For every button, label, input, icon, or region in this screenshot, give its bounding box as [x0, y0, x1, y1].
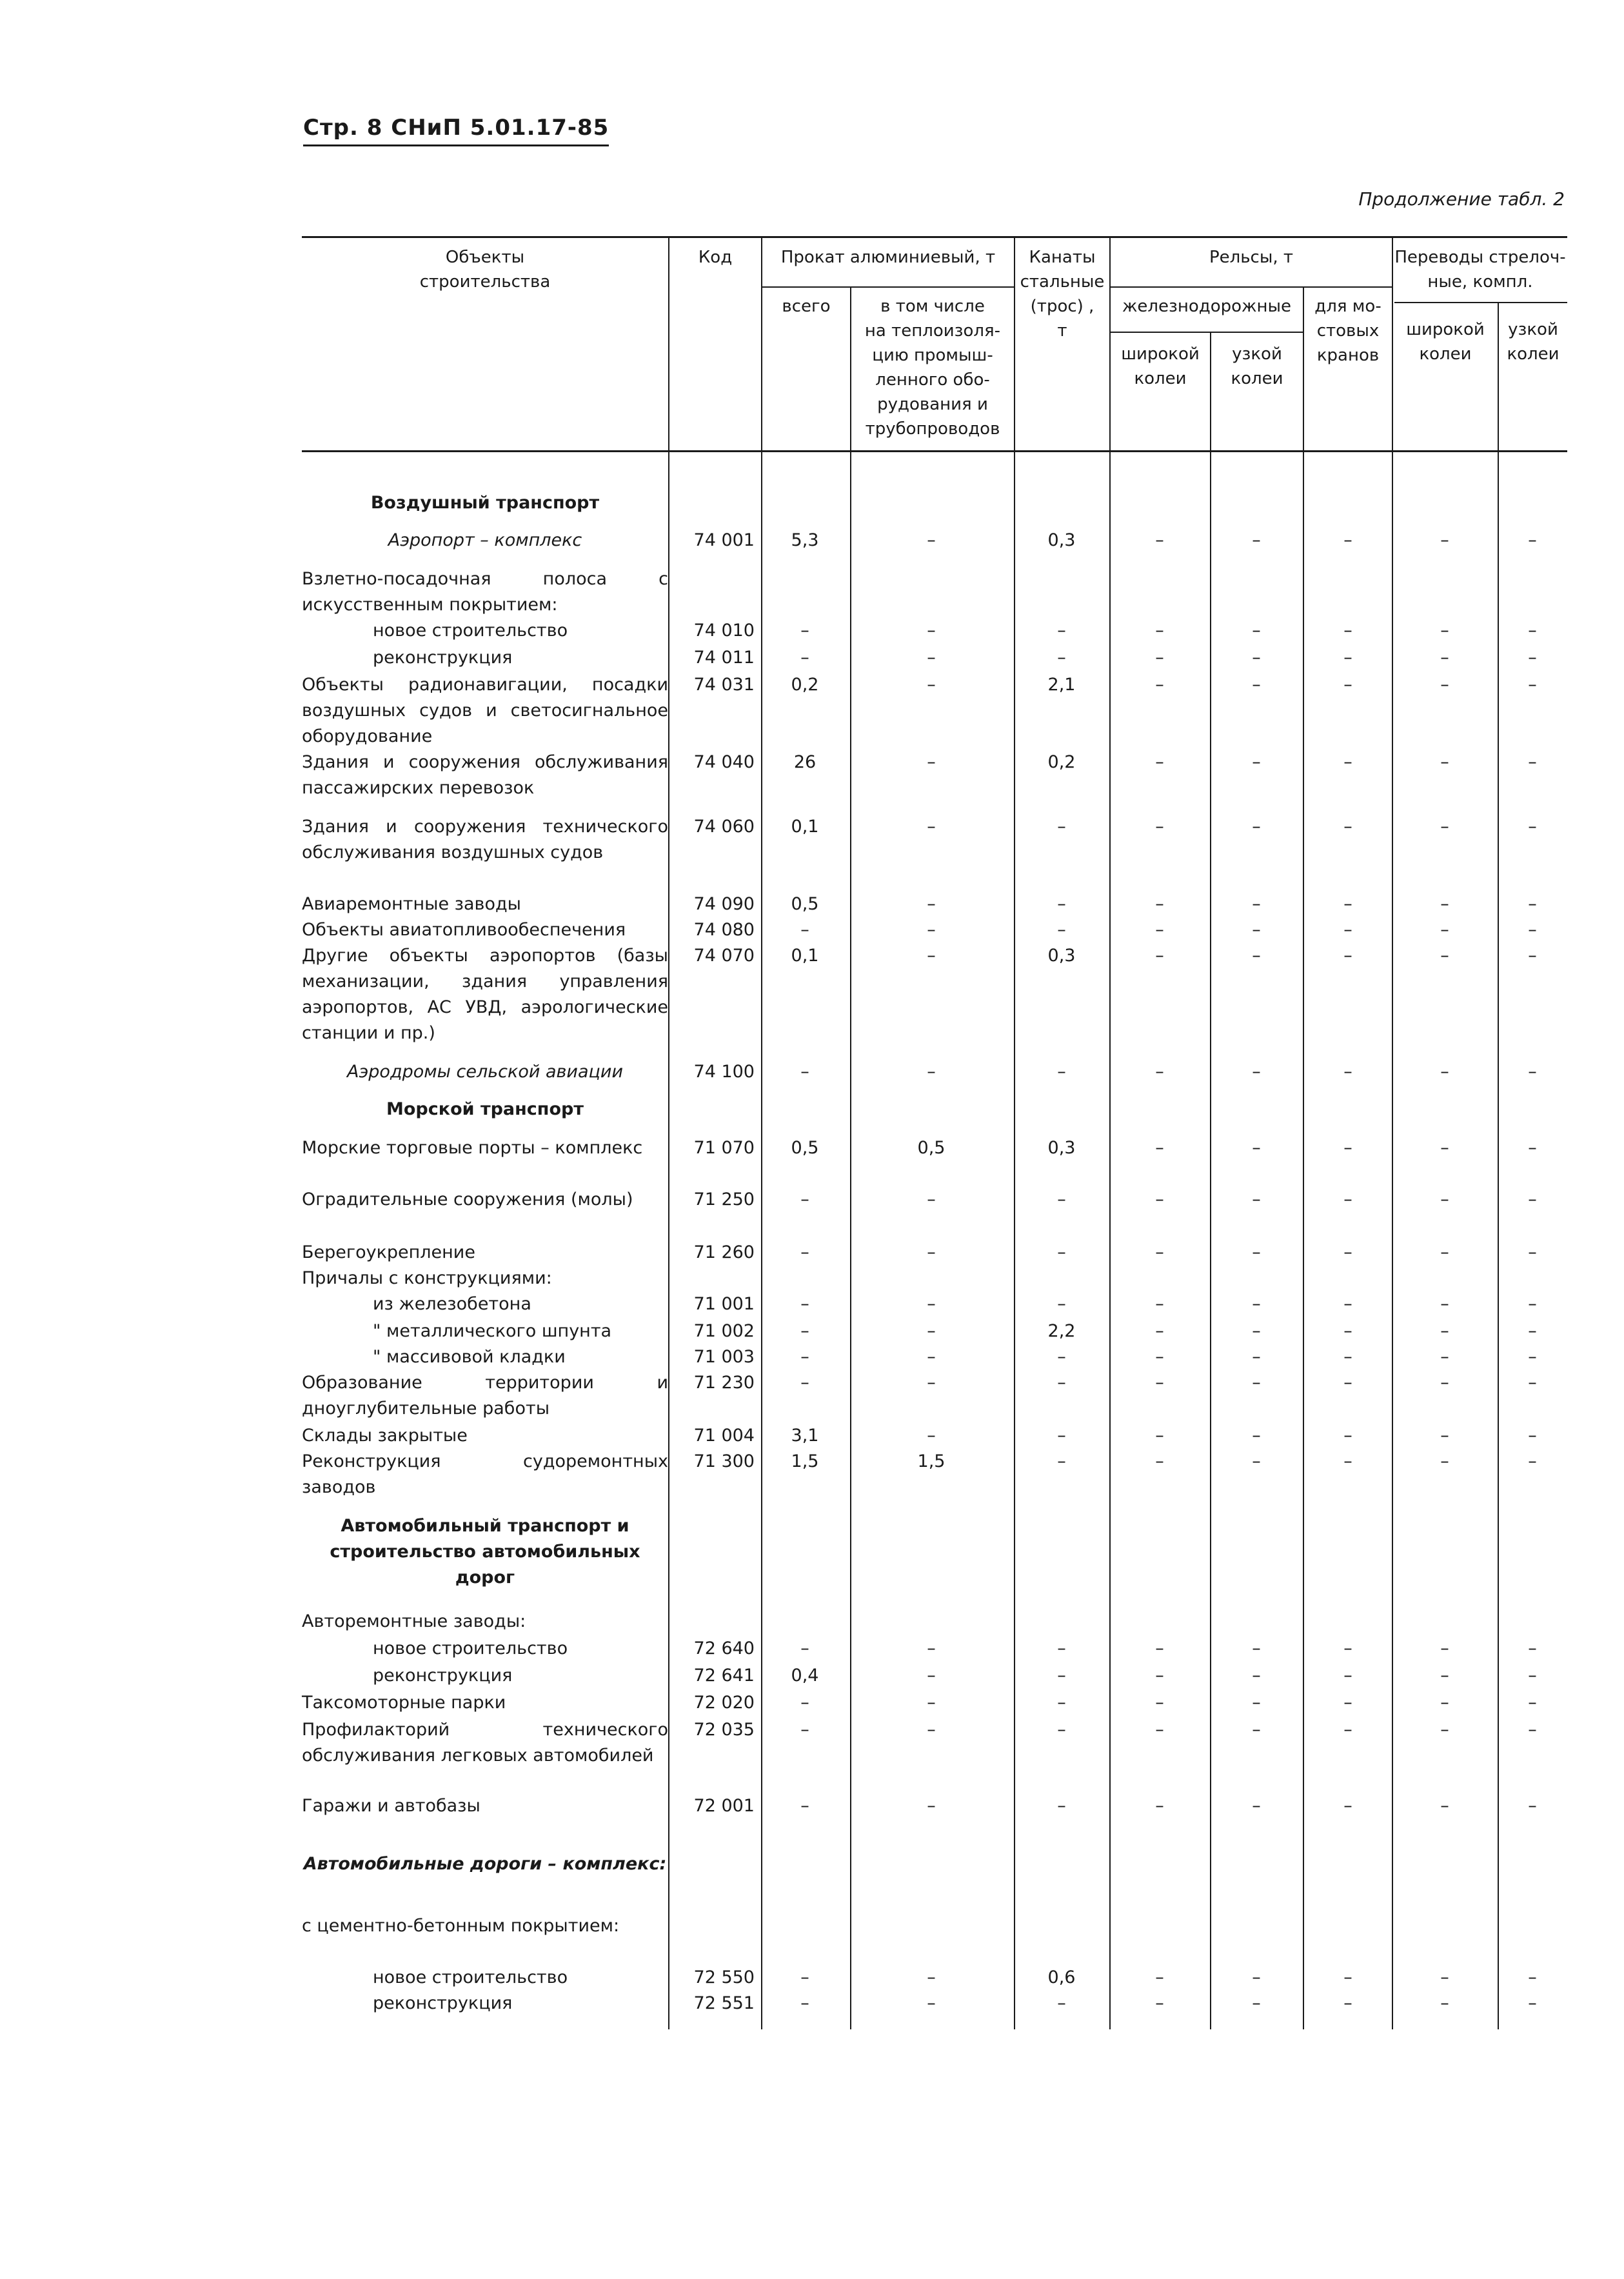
row-value: 0,3	[1047, 946, 1076, 966]
row-value: –	[1440, 1347, 1449, 1367]
row-value: –	[1057, 920, 1066, 940]
row-value: –	[1057, 1720, 1066, 1740]
row-value: –	[1440, 894, 1449, 914]
row-name: Здания и сооружения обслуживания пассажирских перевозок	[302, 752, 668, 798]
row-value: –	[1440, 1138, 1449, 1158]
row-code: 71 002	[693, 1321, 755, 1341]
row-value: –	[927, 894, 936, 914]
row-value: 0,1	[791, 817, 819, 837]
row-value: –	[800, 648, 809, 668]
row-value: –	[1057, 1189, 1066, 1209]
row-name: новое строительство	[373, 621, 568, 641]
row-value: –	[1155, 1967, 1164, 1987]
row-value: –	[1057, 1693, 1066, 1713]
row-value: –	[1528, 920, 1537, 940]
row-value: –	[1528, 530, 1537, 550]
row-value: –	[927, 648, 936, 668]
row-value: –	[800, 1189, 809, 1209]
row-value: –	[800, 1321, 809, 1341]
row-value: –	[1440, 817, 1449, 837]
row-value: –	[800, 920, 809, 940]
row-value: –	[1252, 530, 1261, 550]
row-value: –	[1528, 1189, 1537, 1209]
row-code: 74 001	[693, 530, 755, 550]
row-code: 72 001	[693, 1796, 755, 1816]
row-value: –	[927, 675, 936, 695]
row-value: –	[1528, 894, 1537, 914]
row-code: 72 640	[693, 1638, 755, 1658]
row-value: –	[927, 1693, 936, 1713]
row-value: –	[1155, 817, 1164, 837]
row-value: –	[1155, 648, 1164, 668]
row-name: Автомобильный транспорт и строительство автомобильных дорог	[330, 1516, 640, 1587]
col-divider-aluminium-incl	[850, 286, 851, 2029]
row-name: Склады закрытые	[302, 1426, 468, 1446]
row-code: 72 550	[693, 1967, 755, 1987]
row-value: –	[1252, 1347, 1261, 1367]
row-value: –	[1343, 1426, 1352, 1446]
row-value: 0,6	[1047, 1967, 1076, 1987]
row-value: –	[1343, 1294, 1352, 1314]
row-value: –	[800, 1347, 809, 1367]
row-name: Реконструкция судоремонтных заводов	[302, 1451, 668, 1497]
row-name: Морской транспорт	[386, 1099, 584, 1119]
row-value: –	[927, 1796, 936, 1816]
row-value: –	[1057, 1242, 1066, 1262]
row-name: новое строительство	[373, 1967, 568, 1987]
row-value: –	[1440, 946, 1449, 966]
header-rails: Рельсы, т	[1209, 248, 1294, 267]
row-name: Таксомоторные парки	[302, 1693, 506, 1713]
row-value: –	[1343, 1666, 1352, 1686]
col-divider-switches	[1392, 236, 1393, 2029]
row-value: –	[1343, 752, 1352, 772]
row-code: 71 260	[693, 1242, 755, 1262]
row-value: –	[800, 1993, 809, 2013]
row-value: –	[1440, 1796, 1449, 1816]
row-value: –	[1343, 1720, 1352, 1740]
row-value: –	[1252, 920, 1261, 940]
row-value: –	[1057, 1373, 1066, 1393]
row-value: –	[1155, 621, 1164, 641]
row-value: –	[1528, 1796, 1537, 1816]
row-value: –	[1252, 675, 1261, 695]
row-value: –	[800, 1638, 809, 1658]
row-value: –	[927, 1967, 936, 1987]
header-aluminium: Прокат алюминиевый, т	[780, 248, 996, 267]
row-value: –	[1343, 1993, 1352, 2013]
row-value: –	[1057, 1426, 1066, 1446]
row-value: –	[1343, 1189, 1352, 1209]
row-value: –	[927, 1638, 936, 1658]
row-value: –	[1155, 1062, 1164, 1082]
row-value: –	[1440, 1426, 1449, 1446]
row-value: –	[1155, 1242, 1164, 1262]
row-value: –	[800, 1693, 809, 1713]
row-value: –	[1155, 752, 1164, 772]
row-name: из железобетона	[373, 1294, 531, 1314]
row-name: новое строительство	[373, 1638, 568, 1658]
row-value: –	[1252, 1189, 1261, 1209]
row-name: Гаражи и автобазы	[302, 1796, 480, 1816]
row-value: –	[1057, 1062, 1066, 1082]
row-value: 0,2	[791, 675, 819, 695]
row-value: –	[1252, 817, 1261, 837]
row-value: –	[1057, 894, 1066, 914]
col-divider-ropes	[1014, 236, 1015, 2029]
row-value: 2,1	[1047, 675, 1076, 695]
row-name: Берегоукрепление	[302, 1242, 475, 1262]
row-code: 71 300	[693, 1451, 755, 1471]
row-value: –	[1155, 1189, 1164, 1209]
row-value: –	[800, 621, 809, 641]
row-code: 72 641	[693, 1666, 755, 1686]
row-value: –	[1155, 1451, 1164, 1471]
row-value: –	[1343, 1451, 1352, 1471]
row-name: реконструкция	[373, 1666, 513, 1686]
row-code: 74 010	[693, 621, 755, 641]
row-value: –	[1440, 675, 1449, 695]
row-code: 71 070	[693, 1138, 755, 1158]
row-value: –	[1057, 1638, 1066, 1658]
row-code: 71 250	[693, 1189, 755, 1209]
row-value: –	[1343, 1321, 1352, 1341]
row-value: –	[1252, 1426, 1261, 1446]
row-code: 72 035	[693, 1720, 755, 1740]
row-value: –	[1057, 648, 1066, 668]
header-rails-railway: железнодорожные	[1122, 297, 1291, 316]
row-value: –	[927, 621, 936, 641]
row-value: –	[1440, 1242, 1449, 1262]
row-value: –	[1155, 1373, 1164, 1393]
row-value: –	[1528, 1426, 1537, 1446]
page-header: Стр. 8 СНиП 5.01.17-85	[303, 115, 609, 146]
row-value: –	[927, 1321, 936, 1341]
header-rails-narrow: узкой колеи	[1231, 344, 1283, 388]
row-value: –	[927, 1993, 936, 2013]
row-name: Аэродромы сельской авиации	[347, 1062, 623, 1082]
header-switches: Переводы стрелоч- ные, компл.	[1394, 248, 1566, 292]
row-value: –	[1528, 946, 1537, 966]
row-name: Объекты радионавигации, посадки воздушных судов и светосигнальное оборудование	[302, 675, 668, 746]
row-value: –	[1252, 1638, 1261, 1658]
row-value: 0,1	[791, 946, 819, 966]
row-name: Аэропорт – комплекс	[388, 530, 582, 550]
row-value: –	[800, 1294, 809, 1314]
row-value: –	[1252, 1294, 1261, 1314]
row-value: 1,5	[917, 1451, 946, 1471]
row-code: 74 040	[693, 752, 755, 772]
header-bottom-rule	[302, 450, 1567, 452]
row-value: –	[1155, 920, 1164, 940]
row-value: –	[1155, 1426, 1164, 1446]
row-value: –	[1155, 1321, 1164, 1341]
row-value: –	[1343, 894, 1352, 914]
row-value: –	[927, 1426, 936, 1446]
switches-sub-rule	[1394, 302, 1567, 303]
row-value: –	[1440, 1967, 1449, 1987]
row-value: –	[800, 1967, 809, 1987]
row-value: 5,3	[791, 530, 819, 550]
row-value: –	[927, 1666, 936, 1686]
row-code: 71 004	[693, 1426, 755, 1446]
row-name: Профилакторий технического обслуживания легковых автомобилей	[302, 1720, 668, 1766]
row-code: 74 100	[693, 1062, 755, 1082]
row-value: –	[1057, 621, 1066, 641]
row-value: –	[1343, 1347, 1352, 1367]
row-value: –	[1528, 1373, 1537, 1393]
row-value: –	[1252, 1242, 1261, 1262]
row-value: –	[1528, 1693, 1537, 1713]
row-value: –	[1155, 1638, 1164, 1658]
row-code: 71 001	[693, 1294, 755, 1314]
row-value: –	[1343, 1638, 1352, 1658]
row-value: –	[1440, 1294, 1449, 1314]
row-value: –	[1252, 1967, 1261, 1987]
col-divider-rails	[1109, 236, 1111, 2029]
row-value: –	[1252, 1666, 1261, 1686]
row-name: Образование территории и дноуглубительные работы	[302, 1373, 668, 1418]
header-objects: Объекты строительства	[419, 248, 551, 292]
row-value: –	[1343, 1693, 1352, 1713]
row-value: –	[1252, 1993, 1261, 2013]
row-name: Здания и сооружения технического обслуживания воздушных судов	[302, 817, 668, 862]
row-value: –	[927, 817, 936, 837]
col-divider-rails-cranes	[1303, 286, 1304, 2029]
row-value: 2,2	[1047, 1321, 1076, 1341]
row-value: –	[1155, 894, 1164, 914]
row-code: 71 003	[693, 1347, 755, 1367]
row-value: 0,5	[917, 1138, 946, 1158]
row-name: реконструкция	[373, 648, 513, 668]
row-value: –	[1440, 1062, 1449, 1082]
row-value: –	[1343, 1138, 1352, 1158]
row-value: 0,2	[1047, 752, 1076, 772]
row-value: –	[1440, 752, 1449, 772]
row-value: 26	[793, 752, 817, 772]
row-value: –	[1252, 1720, 1261, 1740]
row-value: –	[1155, 1347, 1164, 1367]
row-value: –	[1343, 920, 1352, 940]
row-value: –	[1155, 530, 1164, 550]
row-value: –	[927, 1720, 936, 1740]
row-value: –	[1343, 1796, 1352, 1816]
header-rails-cranes: для мо- стовых кранов	[1314, 297, 1381, 365]
col-divider-switches-narrow	[1498, 302, 1499, 2029]
railway-sub-rule	[1111, 332, 1304, 333]
row-name: Автомобильные дороги – комплекс:	[303, 1854, 667, 1874]
row-value: –	[800, 1242, 809, 1262]
row-value: –	[1343, 1967, 1352, 1987]
row-value: –	[1440, 1666, 1449, 1686]
row-value: –	[1528, 648, 1537, 668]
row-value: –	[1528, 1321, 1537, 1341]
row-value: –	[1252, 1693, 1261, 1713]
row-value: –	[1057, 1347, 1066, 1367]
row-value: –	[1528, 675, 1537, 695]
row-value: 3,1	[791, 1426, 819, 1446]
row-value: –	[1528, 1138, 1537, 1158]
row-value: –	[1155, 1993, 1164, 2013]
row-name: Воздушный транспорт	[370, 493, 600, 513]
row-value: –	[1252, 648, 1261, 668]
header-aluminium-total: всего	[782, 297, 831, 316]
row-name: Морские торговые порты – комплекс	[302, 1138, 643, 1158]
row-name: Авторемонтные заводы:	[302, 1611, 526, 1631]
row-value: –	[1528, 1720, 1537, 1740]
col-divider-aluminium	[761, 236, 762, 2029]
row-value: 0,5	[791, 1138, 819, 1158]
row-value: –	[1252, 1321, 1261, 1341]
row-value: –	[1528, 1451, 1537, 1471]
row-code: 72 551	[693, 1993, 755, 2013]
row-value: –	[800, 1373, 809, 1393]
row-value: –	[1252, 621, 1261, 641]
row-value: –	[927, 1189, 936, 1209]
row-value: –	[1343, 1242, 1352, 1262]
row-value: 0,3	[1047, 1138, 1076, 1158]
row-name: " массивовой кладки	[373, 1347, 566, 1367]
row-value: –	[1057, 817, 1066, 837]
row-value: –	[1440, 1693, 1449, 1713]
row-value: –	[1155, 1138, 1164, 1158]
row-value: –	[927, 1373, 936, 1393]
row-value: –	[927, 1347, 936, 1367]
header-aluminium-incl: в том числе на теплоизоля- цию промыш- ленного обо- рудования и трубопроводов	[864, 297, 1001, 439]
row-value: –	[800, 1796, 809, 1816]
row-name: " металлического шпунта	[373, 1321, 612, 1341]
row-value: –	[1528, 1347, 1537, 1367]
row-name: Объекты авиатопливообеспечения	[302, 920, 626, 940]
row-value: –	[1155, 1666, 1164, 1686]
row-value: 0,5	[791, 894, 819, 914]
row-value: –	[1440, 920, 1449, 940]
continuation-note: Продолжение табл. 2	[1358, 188, 1565, 210]
row-value: –	[1252, 946, 1261, 966]
row-value: –	[1440, 1189, 1449, 1209]
row-value: –	[1343, 946, 1352, 966]
row-value: –	[1057, 1666, 1066, 1686]
row-value: –	[1057, 1294, 1066, 1314]
row-value: –	[1155, 1294, 1164, 1314]
row-value: 0,4	[791, 1666, 819, 1686]
header-top-rule	[302, 236, 1567, 238]
row-value: –	[1528, 817, 1537, 837]
row-value: –	[1528, 621, 1537, 641]
row-value: –	[927, 1062, 936, 1082]
row-code: 74 031	[693, 675, 755, 695]
row-value: –	[927, 1294, 936, 1314]
header-code: Код	[698, 248, 733, 267]
row-value: –	[1252, 894, 1261, 914]
row-value: –	[927, 752, 936, 772]
header-ropes: Канаты стальные (трос) , т	[1020, 248, 1105, 341]
row-code: 74 070	[693, 946, 755, 966]
row-value: –	[1343, 621, 1352, 641]
row-value: –	[1343, 648, 1352, 668]
row-value: –	[1528, 1967, 1537, 1987]
row-value: –	[1440, 1720, 1449, 1740]
header-switches-wide: широкой колеи	[1406, 320, 1485, 364]
header-rails-wide: широкой колеи	[1121, 344, 1200, 388]
row-value: –	[1155, 1720, 1164, 1740]
row-name: Авиаремонтные заводы	[302, 894, 521, 914]
row-value: –	[1440, 1373, 1449, 1393]
row-value: –	[1528, 1666, 1537, 1686]
row-name: Причалы с конструкциями:	[302, 1268, 552, 1288]
row-value: –	[1252, 1451, 1261, 1471]
row-value: –	[1528, 1062, 1537, 1082]
row-value: –	[1528, 1993, 1537, 2013]
row-code: 74 090	[693, 894, 755, 914]
row-name: с цементно-бетонным покрытием:	[302, 1916, 620, 1936]
row-value: –	[1057, 1796, 1066, 1816]
row-value: –	[1440, 1638, 1449, 1658]
row-value: –	[1155, 946, 1164, 966]
row-value: –	[1343, 530, 1352, 550]
row-value: –	[1252, 1138, 1261, 1158]
col-divider-rails-narrow	[1210, 332, 1211, 2029]
row-value: –	[1528, 752, 1537, 772]
row-value: –	[1252, 1796, 1261, 1816]
row-value: –	[1343, 1062, 1352, 1082]
row-value: –	[927, 1242, 936, 1262]
row-value: –	[1252, 752, 1261, 772]
row-value: 1,5	[791, 1451, 819, 1471]
row-value: –	[1155, 675, 1164, 695]
row-value: –	[1343, 1373, 1352, 1393]
row-value: –	[1440, 621, 1449, 641]
row-name: Другие объекты аэропортов (базы механизации, здания управления аэропортов, АС УВД, аэрологические станции и пр.)	[302, 946, 668, 1043]
row-value: –	[1155, 1796, 1164, 1816]
row-value: –	[1252, 1373, 1261, 1393]
row-name: Взлетно-посадочная полоса с искусственным покрытием:	[302, 569, 668, 615]
row-value: –	[1440, 530, 1449, 550]
row-value: 0,3	[1047, 530, 1076, 550]
row-value: –	[927, 946, 936, 966]
row-value: –	[927, 920, 936, 940]
row-value: –	[1057, 1451, 1066, 1471]
row-code: 74 011	[693, 648, 755, 668]
row-value: –	[1343, 817, 1352, 837]
rails-sub-rule	[1111, 286, 1393, 288]
row-value: –	[1155, 1693, 1164, 1713]
row-value: –	[800, 1062, 809, 1082]
row-value: –	[1528, 1294, 1537, 1314]
row-value: –	[1440, 1993, 1449, 2013]
col-divider-code	[668, 236, 669, 2029]
header-switches-narrow: узкой колеи	[1507, 320, 1560, 364]
row-code: 74 080	[693, 920, 755, 940]
row-name: реконструкция	[373, 1993, 513, 2013]
row-value: –	[1440, 648, 1449, 668]
row-value: –	[1528, 1638, 1537, 1658]
row-value: –	[800, 1720, 809, 1740]
row-code: 71 230	[693, 1373, 755, 1393]
row-code: 74 060	[693, 817, 755, 837]
row-value: –	[1440, 1321, 1449, 1341]
row-value: –	[927, 530, 936, 550]
aluminium-sub-rule	[762, 286, 1014, 288]
row-value: –	[1057, 1993, 1066, 2013]
row-value: –	[1252, 1062, 1261, 1082]
row-value: –	[1343, 675, 1352, 695]
row-code: 72 020	[693, 1693, 755, 1713]
row-value: –	[1528, 1242, 1537, 1262]
row-value: –	[1440, 1451, 1449, 1471]
row-name: Оградительные сооружения (молы)	[302, 1189, 633, 1209]
